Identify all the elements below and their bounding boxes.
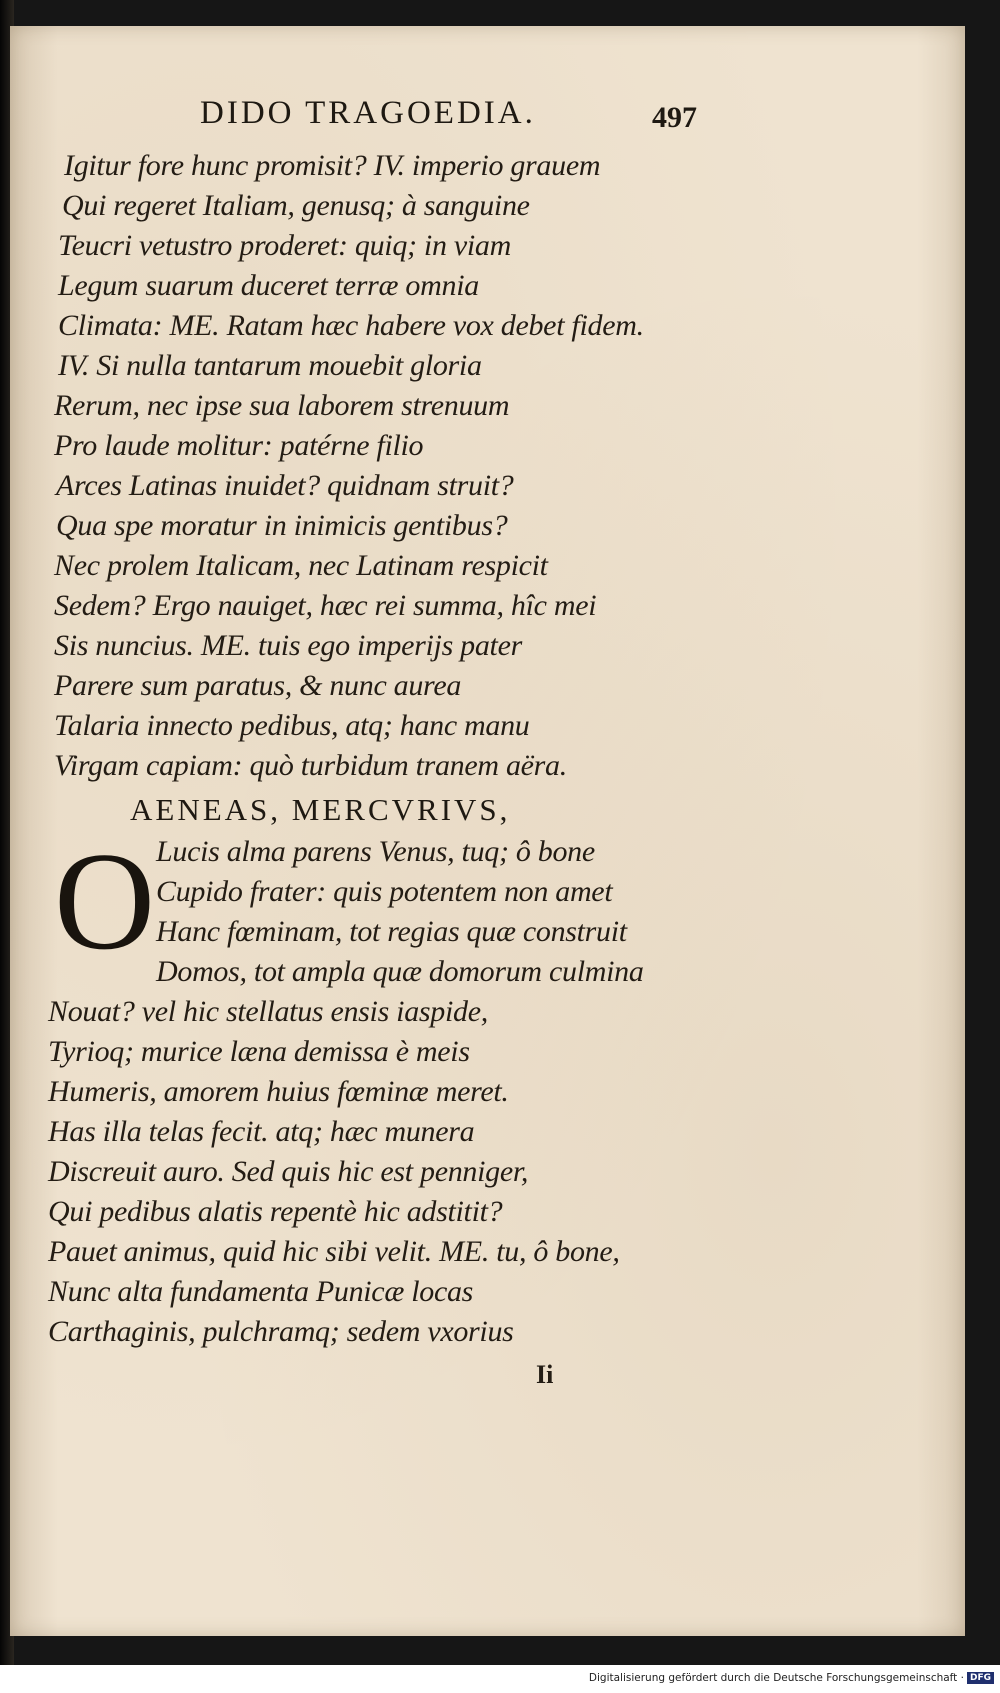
verse-line: Qua spe moratur in inimicis gentibus? [56, 509, 508, 542]
verse-line: Pauet animus, quid hic sibi velit. ME. tu, ô bone, [48, 1235, 620, 1268]
page-number: 497 [652, 101, 697, 134]
digitization-credit [0, 1672, 994, 1692]
dfg-logo: DFG [967, 1672, 994, 1684]
running-title: DIDO TRAGOEDIA. [200, 95, 536, 131]
verse-line: Carthaginis, pulchramq; sedem vxorius [48, 1315, 514, 1348]
verse-line: Nunc alta fundamenta Punicæ locas [48, 1275, 474, 1308]
verse-line: Talaria innecto pedibus, atq; hanc manu [54, 709, 530, 742]
verse-block-2 [156, 832, 716, 992]
verse-line: Lucis alma parens Venus, tuq; ô bone [156, 835, 595, 868]
drop-cap-initial: O [54, 824, 156, 979]
verse-line: Pro laude molitur: patérne filio [54, 429, 424, 462]
verse-line: Sis nuncius. ME. tuis ego imperijs pater [54, 629, 522, 662]
verse-block-1 [52, 146, 702, 786]
page-header [0, 95, 1000, 145]
catchword: Ii [536, 1360, 554, 1389]
speaker-heading: AENEAS, MERCVRIVS, [130, 792, 511, 827]
verse-line: Has illa telas fecit. atq; hæc munera [48, 1115, 475, 1148]
verse-line: Hanc fœminam, tot regias quæ construit [156, 915, 627, 948]
verse-line: Tyrioq; murice læna demissa è meis [48, 1035, 470, 1068]
verse-line: Igitur fore hunc promisit? IV. imperio grauem [64, 149, 601, 182]
verse-line: Domos, tot ampla quæ domorum culmina [156, 955, 644, 988]
verse-line: Rerum, nec ipse sua laborem strenuum [54, 389, 510, 422]
verse-line: Virgam capiam: quò turbidum tranem aëra. [54, 749, 567, 782]
verse-line: Humeris, amorem huius fœminæ meret. [48, 1075, 509, 1108]
verse-line: Climata: ME. Ratam hæc habere vox debet fidem. [58, 309, 644, 342]
credit-text: Digitalisierung gefördert durch die Deutsche Forschungsgemeinschaft · [588, 1672, 964, 1684]
verse-line: Nec prolem Italicam, nec Latinam respicit [54, 549, 548, 582]
verse-line: Qui pedibus alatis repentè hic adstitit? [48, 1195, 503, 1228]
verse-block-3 [48, 992, 698, 1352]
verse-line: IV. Si nulla tantarum mouebit gloria [58, 349, 482, 382]
verse-line: Arces Latinas inuidet? quidnam struit? [56, 469, 514, 502]
verse-line: Legum suarum duceret terræ omnia [58, 269, 479, 302]
verse-line: Nouat? vel hic stellatus ensis iaspide, [48, 995, 488, 1028]
verse-line: Discreuit auro. Sed quis hic est penniger, [48, 1155, 529, 1188]
verse-line: Qui regeret Italiam, genusq; à sanguine [62, 189, 530, 222]
verse-line: Cupido frater: quis potentem non amet [156, 875, 613, 908]
verse-line: Teucri vetustro proderet: quiq; in viam [58, 229, 511, 262]
verse-line: Parere sum paratus, & nunc aurea [54, 669, 462, 702]
verse-line: Sedem? Ergo nauiget, hæc rei summa, hîc mei [54, 589, 597, 622]
